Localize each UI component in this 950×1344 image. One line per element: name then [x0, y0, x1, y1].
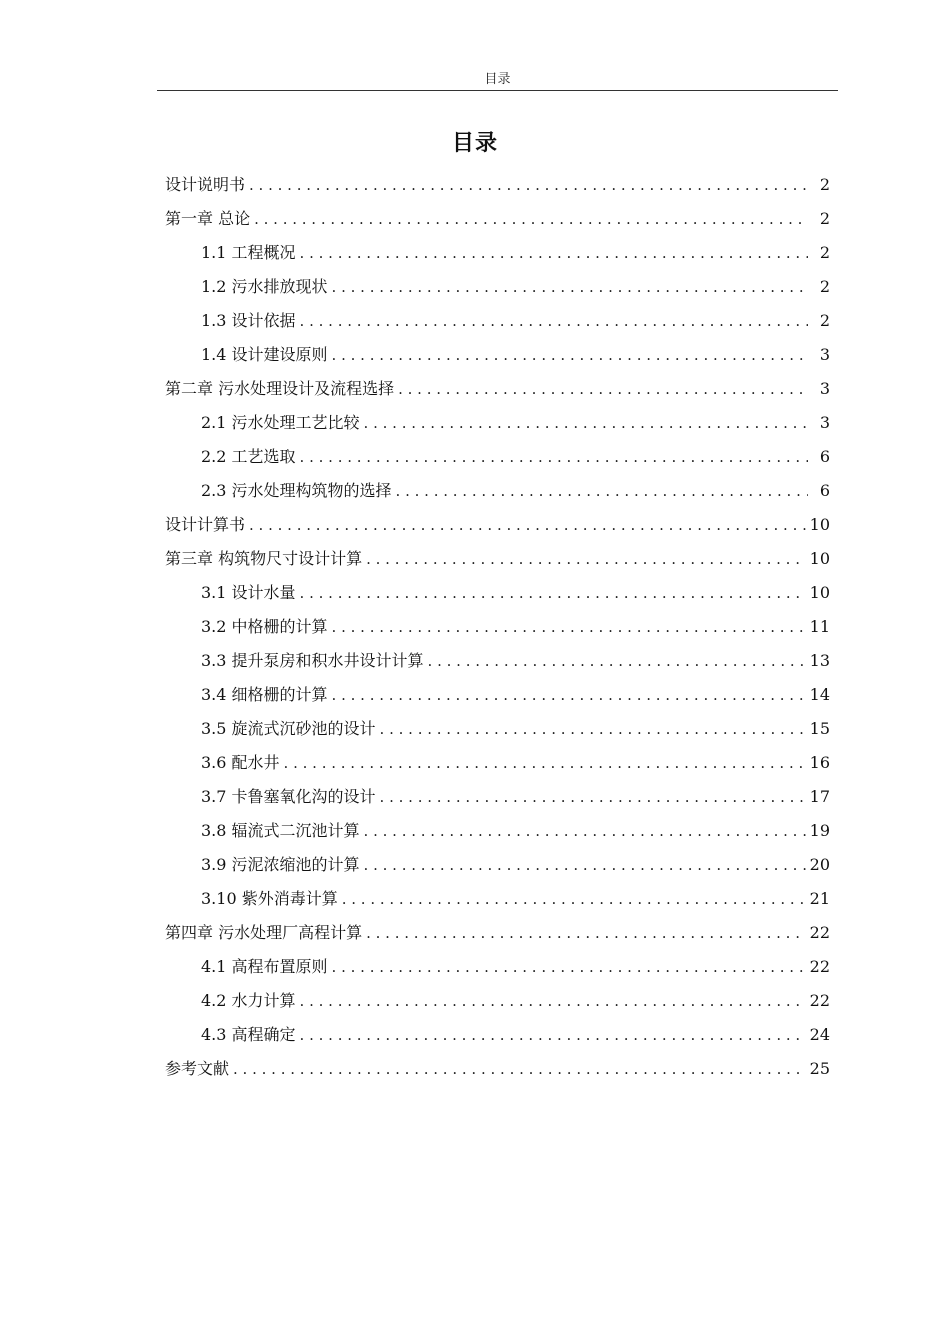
toc-page-number: 19	[809, 821, 830, 840]
toc-dot-leader	[364, 856, 806, 874]
toc-page-number: 6	[819, 481, 830, 500]
toc-entry[interactable]	[165, 274, 830, 308]
toc-entry-label: 3.5 旋流式沉砂池的设计	[201, 719, 376, 738]
toc-entry-label: 第一章 总论	[165, 209, 251, 228]
toc-page-number: 15	[809, 719, 830, 738]
toc-entry[interactable]	[165, 342, 830, 376]
toc-entry-label: 设计计算书	[165, 515, 246, 534]
toc-dot-leader	[300, 244, 808, 262]
toc-entry[interactable]	[165, 512, 830, 546]
toc-entry-label: 3.6 配水井	[201, 753, 280, 772]
toc-page-number: 10	[809, 583, 830, 602]
header-rule	[157, 90, 838, 91]
toc-dot-leader	[332, 686, 806, 704]
toc-dot-leader	[342, 890, 806, 908]
toc-entry-label: 第二章 污水处理设计及流程选择	[165, 379, 395, 398]
toc-entry[interactable]	[165, 546, 830, 580]
toc-entry[interactable]	[165, 852, 830, 886]
toc-dot-leader	[332, 958, 806, 976]
toc-entry-label: 3.1 设计水量	[201, 583, 296, 602]
toc-entry-label: 3.7 卡鲁塞氧化沟的设计	[201, 787, 376, 806]
toc-dot-leader	[233, 1060, 806, 1078]
toc-page-number: 16	[809, 753, 830, 772]
toc-entry[interactable]	[165, 172, 830, 206]
running-header: 目录	[484, 72, 511, 87]
toc-entry-label: 2.2 工艺选取	[201, 447, 296, 466]
toc-dot-leader	[428, 652, 806, 670]
toc-dot-leader	[364, 414, 808, 432]
toc-entry-label: 1.1 工程概况	[201, 243, 296, 262]
toc-entry-label: 设计说明书	[165, 175, 246, 194]
toc-dot-leader	[300, 448, 808, 466]
toc-entry-label: 4.1 高程布置原则	[201, 957, 328, 976]
toc-dot-leader	[254, 210, 808, 228]
toc-page-number: 22	[809, 991, 830, 1010]
toc-entry[interactable]	[165, 410, 830, 444]
toc-page-number: 22	[809, 923, 830, 942]
toc-page-number: 3	[819, 345, 830, 364]
toc-entry-label: 3.3 提升泵房和积水井设计计算	[201, 651, 424, 670]
toc-entry-label: 3.10 紫外消毒计算	[201, 889, 338, 908]
toc-dot-leader	[332, 278, 808, 296]
toc-dot-leader	[398, 380, 808, 398]
toc-entry[interactable]	[165, 784, 830, 818]
toc-dot-leader	[300, 312, 808, 330]
toc-page-number: 2	[819, 277, 830, 296]
toc-entry[interactable]	[165, 750, 830, 784]
toc-entry-label: 第四章 污水处理厂高程计算	[165, 923, 363, 942]
toc-page-number: 20	[809, 855, 830, 874]
toc-entry[interactable]	[165, 818, 830, 852]
toc-entry-label: 3.8 辐流式二沉池计算	[201, 821, 360, 840]
toc-dot-leader	[366, 550, 806, 568]
toc-dot-leader	[300, 992, 806, 1010]
toc-entry-label: 第三章 构筑物尺寸设计计算	[165, 549, 363, 568]
toc-entry[interactable]	[165, 954, 830, 988]
toc-entry[interactable]	[165, 308, 830, 342]
toc-page-number: 13	[809, 651, 830, 670]
toc-page-number: 2	[819, 243, 830, 262]
toc-entry[interactable]	[165, 716, 830, 750]
toc-entry[interactable]	[165, 648, 830, 682]
toc-page-number: 24	[809, 1025, 830, 1044]
toc-entry[interactable]	[165, 580, 830, 614]
table-of-contents	[165, 172, 830, 1090]
toc-page-number: 2	[819, 175, 830, 194]
toc-entry-label: 参考文献	[165, 1059, 230, 1078]
toc-entry[interactable]	[165, 988, 830, 1022]
toc-entry[interactable]	[165, 444, 830, 478]
toc-entry[interactable]	[165, 614, 830, 648]
toc-page-number: 2	[819, 209, 830, 228]
toc-entry[interactable]	[165, 1056, 830, 1090]
toc-entry[interactable]	[165, 886, 830, 920]
toc-entry-label: 3.4 细格栅的计算	[201, 685, 328, 704]
toc-page-number: 10	[809, 515, 830, 534]
toc-dot-leader	[249, 176, 808, 194]
toc-page-number: 6	[819, 447, 830, 466]
toc-dot-leader	[332, 618, 806, 636]
toc-entry-label: 3.9 污泥浓缩池的计算	[201, 855, 360, 874]
toc-page-number: 10	[809, 549, 830, 568]
toc-entry-label: 3.2 中格栅的计算	[201, 617, 328, 636]
toc-entry[interactable]	[165, 920, 830, 954]
toc-dot-leader	[380, 720, 806, 738]
toc-entry[interactable]	[165, 682, 830, 716]
toc-dot-leader	[364, 822, 806, 840]
toc-entry-label: 4.2 水力计算	[201, 991, 296, 1010]
toc-page-number: 11	[809, 617, 830, 636]
toc-page-number: 2	[819, 311, 830, 330]
toc-entry-label: 2.1 污水处理工艺比较	[201, 413, 360, 432]
toc-page-number: 3	[819, 379, 830, 398]
toc-dot-leader	[300, 584, 806, 602]
toc-entry[interactable]	[165, 206, 830, 240]
toc-dot-leader	[284, 754, 806, 772]
toc-page-number: 14	[809, 685, 830, 704]
toc-entry-label: 1.4 设计建设原则	[201, 345, 328, 364]
toc-entry[interactable]	[165, 478, 830, 512]
toc-entry[interactable]	[165, 376, 830, 410]
toc-dot-leader	[396, 482, 808, 500]
toc-entry-label: 1.2 污水排放现状	[201, 277, 328, 296]
toc-entry-label: 1.3 设计依据	[201, 311, 296, 330]
toc-entry-label: 4.3 高程确定	[201, 1025, 296, 1044]
toc-entry-label: 2.3 污水处理构筑物的选择	[201, 481, 392, 500]
toc-dot-leader	[366, 924, 806, 942]
toc-page-number: 17	[809, 787, 830, 806]
toc-dot-leader	[249, 516, 806, 534]
toc-dot-leader	[300, 1026, 806, 1044]
page-title: 目录	[451, 130, 498, 156]
toc-dot-leader	[380, 788, 806, 806]
toc-page-number: 22	[809, 957, 830, 976]
toc-entry[interactable]	[165, 240, 830, 274]
toc-page-number: 25	[809, 1059, 830, 1078]
toc-entry[interactable]	[165, 1022, 830, 1056]
toc-page-number: 21	[809, 889, 830, 908]
toc-dot-leader	[332, 346, 808, 364]
toc-page-number: 3	[819, 413, 830, 432]
